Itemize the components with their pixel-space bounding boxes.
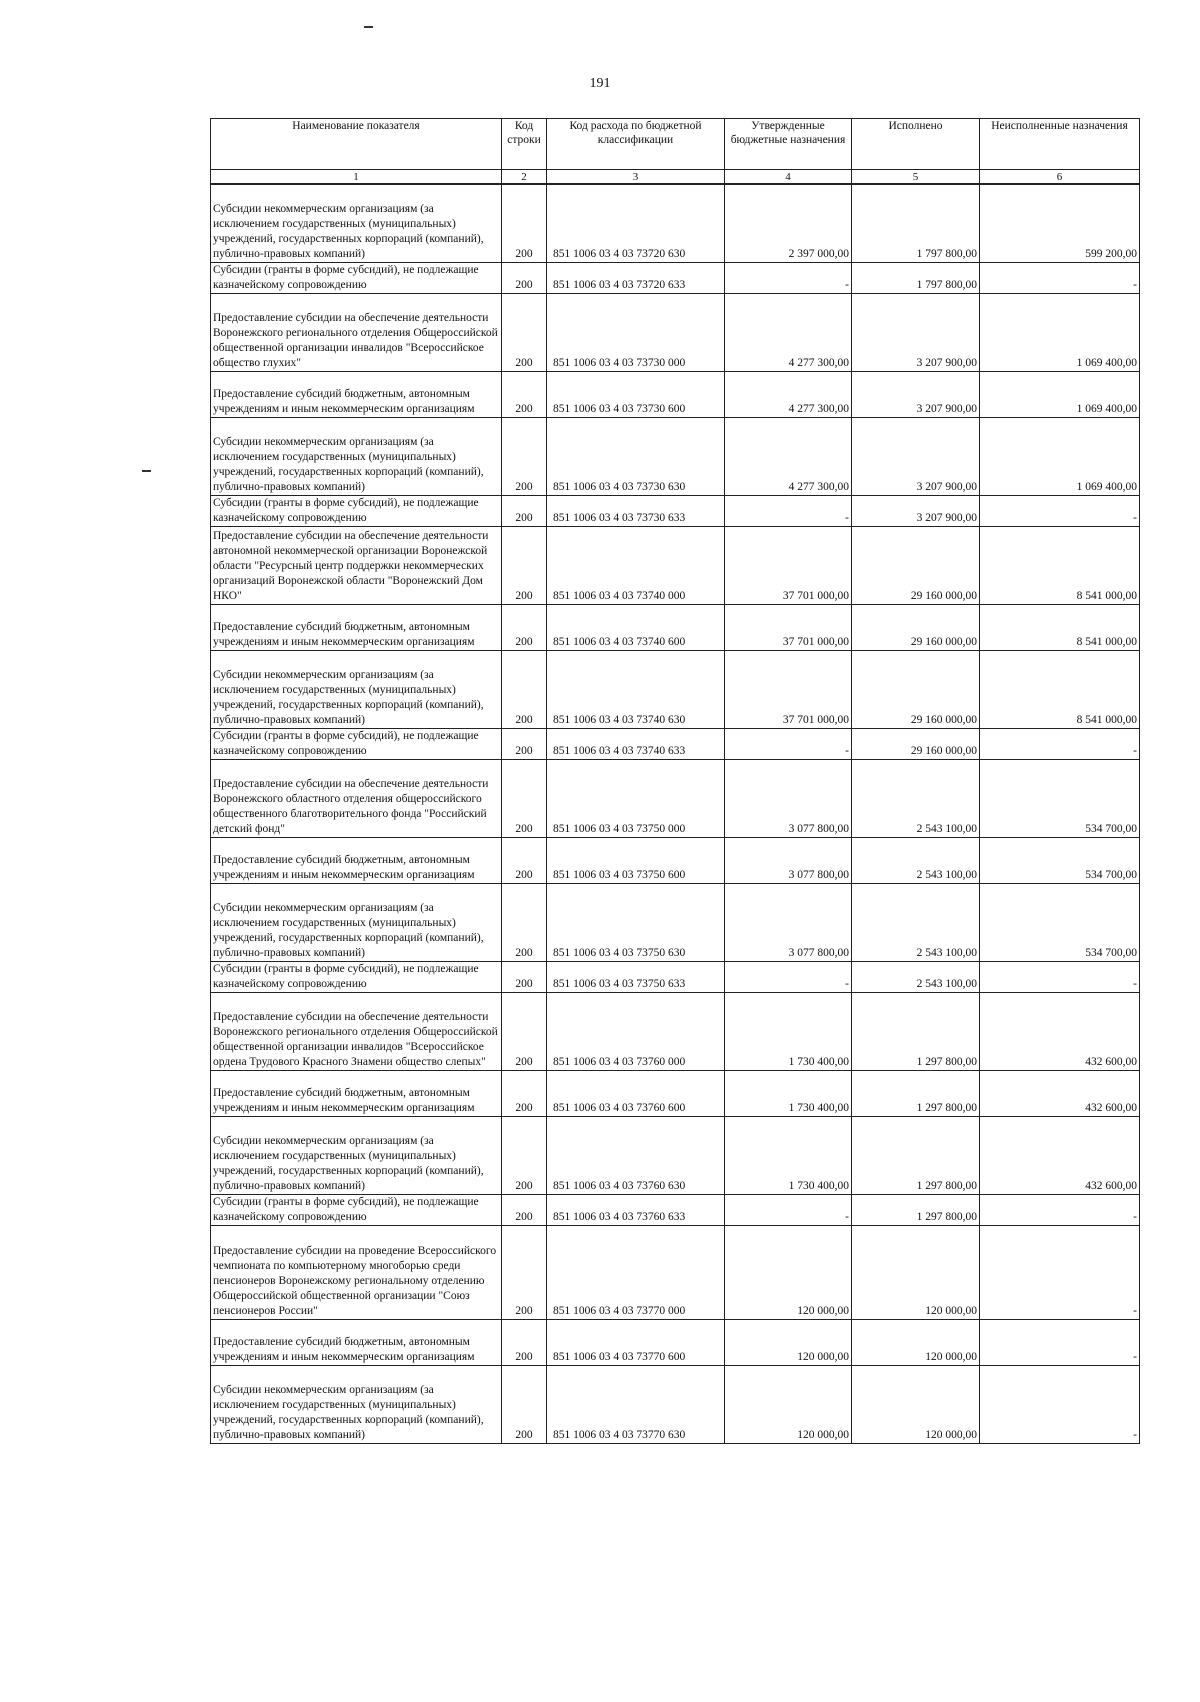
row-remaining: 599 200,00	[980, 184, 1140, 262]
table-row	[211, 1070, 1140, 1116]
row-code: 200	[502, 1319, 547, 1365]
row-executed: 29 160 000,00	[852, 728, 980, 759]
table-row	[211, 604, 1140, 650]
row-classification: 851 1006 03 4 03 73750 600	[547, 837, 725, 883]
row-classification: 851 1006 03 4 03 73720 633	[547, 262, 725, 293]
row-approved: 3 077 800,00	[725, 883, 852, 961]
row-approved: -	[725, 495, 852, 526]
row-approved: -	[725, 262, 852, 293]
table-row	[211, 1194, 1140, 1225]
header-classification: Код расхода по бюджетной классификации	[547, 119, 725, 170]
row-executed: 120 000,00	[852, 1365, 980, 1443]
row-remaining: -	[980, 1225, 1140, 1319]
row-remaining: 534 700,00	[980, 837, 1140, 883]
table-row	[211, 262, 1140, 293]
row-classification: 851 1006 03 4 03 73730 630	[547, 417, 725, 495]
table-row	[211, 883, 1140, 961]
row-remaining: 1 069 400,00	[980, 293, 1140, 371]
row-executed: 29 160 000,00	[852, 526, 980, 604]
row-code: 200	[502, 992, 547, 1070]
column-number-row	[211, 170, 1140, 185]
row-executed: 3 207 900,00	[852, 417, 980, 495]
row-name: Предоставление субсидий бюджетным, автономным учреждениям и иным некоммерческим организациям	[211, 371, 502, 417]
row-approved: -	[725, 728, 852, 759]
row-code: 200	[502, 1225, 547, 1319]
row-classification: 851 1006 03 4 03 73760 633	[547, 1194, 725, 1225]
row-remaining: -	[980, 262, 1140, 293]
row-classification: 851 1006 03 4 03 73750 633	[547, 961, 725, 992]
header-remaining: Неисполненные назначения	[980, 119, 1140, 170]
header-row	[211, 119, 1140, 170]
row-approved: 4 277 300,00	[725, 417, 852, 495]
row-executed: 1 797 800,00	[852, 262, 980, 293]
table-row	[211, 837, 1140, 883]
row-code: 200	[502, 961, 547, 992]
row-name: Субсидии некоммерческим организациям (за исключением государственных (муниципальных) учреждений, государственных корпораций (компаний), публично-правовых компаний)	[211, 1365, 502, 1443]
row-code: 200	[502, 1194, 547, 1225]
row-remaining: -	[980, 961, 1140, 992]
row-name: Предоставление субсидий бюджетным, автономным учреждениям и иным некоммерческим организациям	[211, 604, 502, 650]
table-row	[211, 728, 1140, 759]
row-classification: 851 1006 03 4 03 73730 633	[547, 495, 725, 526]
row-executed: 2 543 100,00	[852, 837, 980, 883]
table-row	[211, 1225, 1140, 1319]
row-classification: 851 1006 03 4 03 73720 630	[547, 184, 725, 262]
row-executed: 3 207 900,00	[852, 495, 980, 526]
row-approved: 1 730 400,00	[725, 1116, 852, 1194]
row-code: 200	[502, 1116, 547, 1194]
row-name: Предоставление субсидии на обеспечение деятельности Воронежского регионального отделения Общероссийской общественной организации инвалидов "Всероссийское ордена Трудового Красного Знамени общество слепых"	[211, 992, 502, 1070]
row-remaining: -	[980, 495, 1140, 526]
row-classification: 851 1006 03 4 03 73760 630	[547, 1116, 725, 1194]
row-remaining: 534 700,00	[980, 883, 1140, 961]
row-approved: 120 000,00	[725, 1225, 852, 1319]
row-code: 200	[502, 837, 547, 883]
row-remaining: 8 541 000,00	[980, 604, 1140, 650]
header-approved: Утвержденные бюджетные назначения	[725, 119, 852, 170]
row-code: 200	[502, 728, 547, 759]
row-classification: 851 1006 03 4 03 73770 630	[547, 1365, 725, 1443]
row-remaining: -	[980, 1365, 1140, 1443]
row-name: Субсидии (гранты в форме субсидий), не подлежащие казначейскому сопровождению	[211, 495, 502, 526]
row-remaining: 534 700,00	[980, 759, 1140, 837]
table-row	[211, 417, 1140, 495]
row-name: Субсидии некоммерческим организациям (за исключением государственных (муниципальных) учреждений, государственных корпораций (компаний), публично-правовых компаний)	[211, 650, 502, 728]
row-executed: 1 297 800,00	[852, 1116, 980, 1194]
row-name: Субсидии (гранты в форме субсидий), не подлежащие казначейскому сопровождению	[211, 1194, 502, 1225]
table-row	[211, 1365, 1140, 1443]
row-code: 200	[502, 650, 547, 728]
page-number: 191	[589, 76, 611, 91]
table-row	[211, 293, 1140, 371]
row-remaining: -	[980, 728, 1140, 759]
row-remaining: 1 069 400,00	[980, 371, 1140, 417]
row-name: Предоставление субсидии на проведение Всероссийского чемпионата по компьютерному многоборью среди пенсионеров Воронежскому региональному отделению Общероссийской общественной организации "Союз пенсионеров России"	[211, 1225, 502, 1319]
row-classification: 851 1006 03 4 03 73740 630	[547, 650, 725, 728]
row-executed: 1 297 800,00	[852, 992, 980, 1070]
row-approved: 3 077 800,00	[725, 759, 852, 837]
scan-mark	[364, 26, 373, 28]
column-number: 2	[502, 170, 547, 185]
row-remaining: 8 541 000,00	[980, 526, 1140, 604]
row-approved: 120 000,00	[725, 1365, 852, 1443]
row-code: 200	[502, 526, 547, 604]
row-approved: 4 277 300,00	[725, 371, 852, 417]
table-row	[211, 961, 1140, 992]
row-approved: 120 000,00	[725, 1319, 852, 1365]
row-executed: 29 160 000,00	[852, 650, 980, 728]
row-name: Предоставление субсидий бюджетным, автономным учреждениям и иным некоммерческим организациям	[211, 1319, 502, 1365]
row-code: 200	[502, 293, 547, 371]
row-remaining: -	[980, 1194, 1140, 1225]
row-executed: 1 797 800,00	[852, 184, 980, 262]
row-code: 200	[502, 417, 547, 495]
row-code: 200	[502, 759, 547, 837]
row-name: Предоставление субсидий бюджетным, автономным учреждениям и иным некоммерческим организациям	[211, 837, 502, 883]
row-name: Субсидии некоммерческим организациям (за исключением государственных (муниципальных) учреждений, государственных корпораций (компаний), публично-правовых компаний)	[211, 1116, 502, 1194]
row-remaining: 8 541 000,00	[980, 650, 1140, 728]
row-name: Субсидии (гранты в форме субсидий), не подлежащие казначейскому сопровождению	[211, 728, 502, 759]
column-number: 6	[980, 170, 1140, 185]
row-approved: -	[725, 1194, 852, 1225]
row-code: 200	[502, 262, 547, 293]
row-remaining: 432 600,00	[980, 1070, 1140, 1116]
row-approved: 1 730 400,00	[725, 1070, 852, 1116]
row-name: Предоставление субсидий бюджетным, автономным учреждениям и иным некоммерческим организациям	[211, 1070, 502, 1116]
row-name: Предоставление субсидии на обеспечение деятельности Воронежского регионального отделения Общероссийской общественной организации инвалидов "Всероссийское общество глухих"	[211, 293, 502, 371]
column-number: 5	[852, 170, 980, 185]
row-classification: 851 1006 03 4 03 73750 000	[547, 759, 725, 837]
row-classification: 851 1006 03 4 03 73770 600	[547, 1319, 725, 1365]
row-executed: 2 543 100,00	[852, 759, 980, 837]
row-code: 200	[502, 371, 547, 417]
budget-table	[210, 118, 1140, 1444]
row-classification: 851 1006 03 4 03 73740 633	[547, 728, 725, 759]
row-executed: 120 000,00	[852, 1319, 980, 1365]
header-name: Наименование показателя	[211, 119, 502, 170]
table-row	[211, 495, 1140, 526]
row-classification: 851 1006 03 4 03 73760 600	[547, 1070, 725, 1116]
row-classification: 851 1006 03 4 03 73750 630	[547, 883, 725, 961]
column-number: 1	[211, 170, 502, 185]
row-approved: 4 277 300,00	[725, 293, 852, 371]
row-approved: 1 730 400,00	[725, 992, 852, 1070]
column-number: 4	[725, 170, 852, 185]
row-classification: 851 1006 03 4 03 73740 600	[547, 604, 725, 650]
table-row	[211, 992, 1140, 1070]
table-row	[211, 650, 1140, 728]
row-remaining: -	[980, 1319, 1140, 1365]
row-classification: 851 1006 03 4 03 73760 000	[547, 992, 725, 1070]
row-classification: 851 1006 03 4 03 73770 000	[547, 1225, 725, 1319]
row-executed: 29 160 000,00	[852, 604, 980, 650]
table-row	[211, 184, 1140, 262]
row-name: Предоставление субсидии на обеспечение деятельности Воронежского областного отделения общероссийского общественного благотворительного фонда "Российский детский фонд"	[211, 759, 502, 837]
table-row	[211, 526, 1140, 604]
row-approved: -	[725, 961, 852, 992]
table-row	[211, 1319, 1140, 1365]
row-code: 200	[502, 604, 547, 650]
row-name: Субсидии некоммерческим организациям (за исключением государственных (муниципальных) учреждений, государственных корпораций (компаний), публично-правовых компаний)	[211, 184, 502, 262]
column-number: 3	[547, 170, 725, 185]
row-name: Субсидии (гранты в форме субсидий), не подлежащие казначейскому сопровождению	[211, 262, 502, 293]
row-executed: 120 000,00	[852, 1225, 980, 1319]
row-name: Предоставление субсидии на обеспечение деятельности автономной некоммерческой организации Воронежской области "Ресурсный центр поддержки некоммерческих организаций Воронежской области "Воронежский Дом НКО"	[211, 526, 502, 604]
row-name: Субсидии некоммерческим организациям (за исключением государственных (муниципальных) учреждений, государственных корпораций (компаний), публично-правовых компаний)	[211, 883, 502, 961]
table-row	[211, 371, 1140, 417]
row-approved: 3 077 800,00	[725, 837, 852, 883]
header-code: Код строки	[502, 119, 547, 170]
row-code: 200	[502, 883, 547, 961]
row-executed: 3 207 900,00	[852, 371, 980, 417]
row-remaining: 432 600,00	[980, 992, 1140, 1070]
row-code: 200	[502, 1070, 547, 1116]
header-executed: Исполнено	[852, 119, 980, 170]
row-classification: 851 1006 03 4 03 73740 000	[547, 526, 725, 604]
scan-mark	[142, 470, 151, 472]
table-row	[211, 1116, 1140, 1194]
row-approved: 37 701 000,00	[725, 650, 852, 728]
row-name: Субсидии (гранты в форме субсидий), не подлежащие казначейскому сопровождению	[211, 961, 502, 992]
row-classification: 851 1006 03 4 03 73730 000	[547, 293, 725, 371]
row-name: Субсидии некоммерческим организациям (за исключением государственных (муниципальных) учреждений, государственных корпораций (компаний), публично-правовых компаний)	[211, 417, 502, 495]
row-approved: 2 397 000,00	[725, 184, 852, 262]
row-remaining: 432 600,00	[980, 1116, 1140, 1194]
row-executed: 3 207 900,00	[852, 293, 980, 371]
row-code: 200	[502, 1365, 547, 1443]
row-classification: 851 1006 03 4 03 73730 600	[547, 371, 725, 417]
row-approved: 37 701 000,00	[725, 604, 852, 650]
table-row	[211, 759, 1140, 837]
row-code: 200	[502, 184, 547, 262]
row-executed: 1 297 800,00	[852, 1070, 980, 1116]
row-code: 200	[502, 495, 547, 526]
row-executed: 1 297 800,00	[852, 1194, 980, 1225]
row-approved: 37 701 000,00	[725, 526, 852, 604]
row-executed: 2 543 100,00	[852, 961, 980, 992]
row-executed: 2 543 100,00	[852, 883, 980, 961]
row-remaining: 1 069 400,00	[980, 417, 1140, 495]
